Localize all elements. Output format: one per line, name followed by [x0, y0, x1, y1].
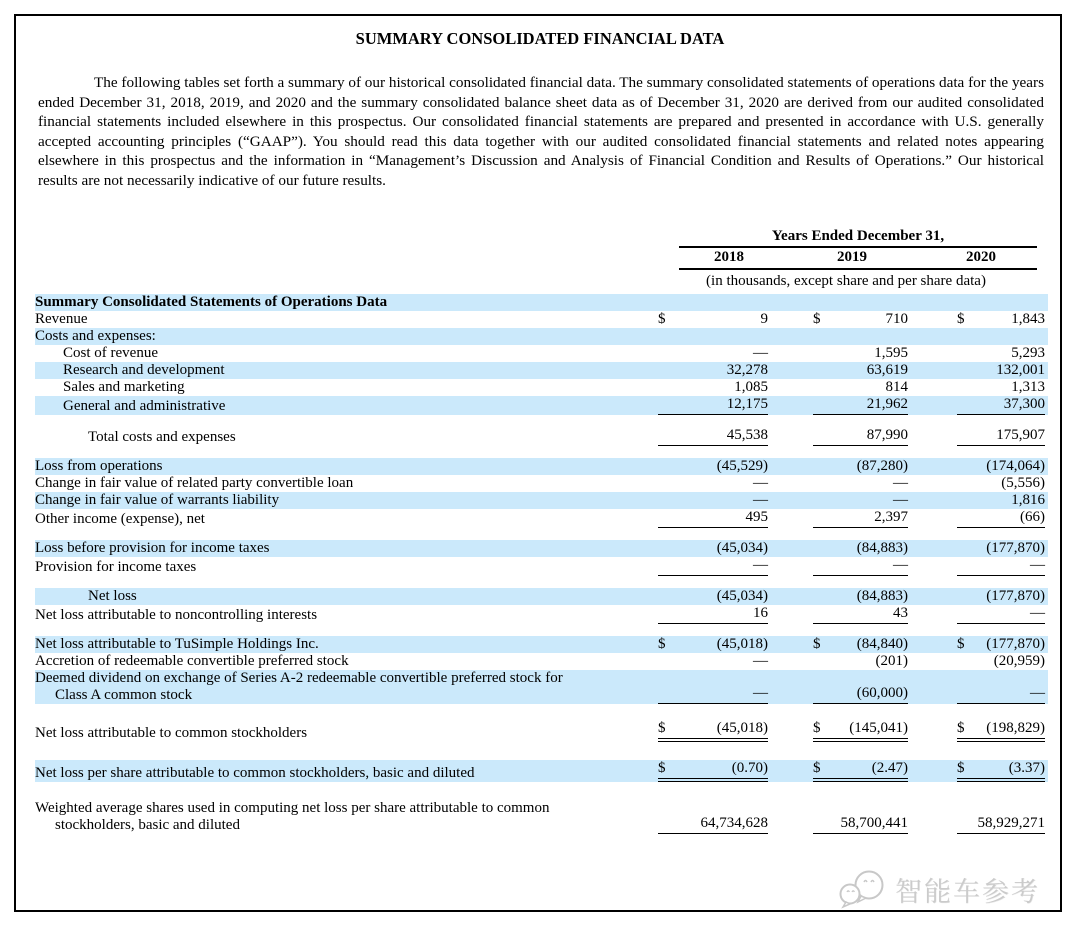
row-label	[35, 475, 658, 492]
value-2020-amount: (3.37)	[1008, 760, 1045, 776]
value-2019	[813, 475, 908, 492]
value-2018-amount: —	[753, 475, 768, 491]
year-2019-label: 2019	[837, 249, 867, 265]
value-2020	[957, 427, 1045, 446]
row-label-line1: Cost of revenue	[63, 345, 158, 361]
row-label-line1: General and administrative	[63, 398, 226, 414]
table-spacer	[35, 624, 1048, 636]
value-2019-amount: 87,990	[866, 427, 908, 443]
dollar-sign: $	[813, 311, 821, 327]
value-2019-amount: (84,883)	[856, 588, 908, 604]
row-label-line1: Change in fair value of related party convertible loan	[35, 475, 354, 491]
value-2019	[813, 653, 908, 670]
table-spacer	[35, 528, 1048, 540]
value-2019	[813, 311, 908, 328]
wechat-bubbles-icon	[837, 868, 889, 910]
dollar-sign: $	[658, 636, 666, 652]
value-2018	[658, 311, 768, 328]
value-2018	[658, 760, 768, 782]
row-label	[35, 540, 658, 557]
value-2019-amount: 63,619	[866, 362, 908, 378]
table-row	[35, 492, 1048, 509]
table-row	[35, 720, 1048, 742]
row-label-line1: Change in fair value of warrants liability	[35, 492, 280, 508]
value-2020-amount: (174,064)	[986, 458, 1045, 474]
year-2020-label: 2020	[966, 249, 996, 265]
value-2020	[957, 458, 1045, 475]
value-2019	[813, 427, 908, 446]
value-2019	[813, 458, 908, 475]
value-2018	[658, 362, 768, 379]
table-row	[35, 379, 1048, 396]
value-2019	[813, 492, 908, 509]
value-2018	[658, 458, 768, 475]
watermark-label: 智能车参考	[895, 876, 1040, 908]
value-2019	[813, 605, 908, 624]
value-2019-amount: 814	[885, 379, 908, 395]
value-2020	[957, 685, 1045, 704]
row-label-line1: Research and development	[63, 362, 225, 378]
value-2020-amount: (66)	[1020, 509, 1045, 525]
value-2018-amount: 495	[745, 509, 768, 525]
table-spacer	[35, 742, 1048, 760]
value-2019-amount: (2.47)	[871, 760, 908, 776]
value-2019	[813, 362, 908, 379]
value-2018-amount: —	[753, 685, 768, 701]
value-2019-amount: 43	[893, 605, 908, 621]
row-label-line1: Revenue	[35, 311, 88, 327]
table-spacer	[35, 446, 1048, 458]
row-label	[35, 311, 658, 328]
value-2018-amount: (45,034)	[716, 588, 768, 604]
value-2020-amount: 37,300	[1003, 396, 1045, 412]
value-2018-amount: —	[753, 653, 768, 669]
page-title: SUMMARY CONSOLIDATED FINANCIAL DATA	[355, 29, 725, 48]
value-2018	[658, 557, 768, 576]
row-label-line2: Class A common stock	[55, 687, 193, 703]
row-label	[35, 800, 658, 834]
value-2019-amount: 710	[885, 311, 908, 327]
table-row	[35, 427, 1048, 446]
value-2020	[957, 636, 1045, 653]
value-2019-amount: —	[893, 557, 908, 573]
intro-paragraph: The following tables set forth a summary of our historical consolidated financial data. The summary consolidated statements of operations data for the years ended December 31, 2018, 2019, and 2020 and the summary consolidated balance sheet data as of December 31, 2020 are derived from our audited consolidated financial statements included elsewhere in this prospectus. Our consolidated financial statements are prepared and presented in accordance with U.S. generally accepted accounting principles (“GAAP”). You should read this data together with our audited consolidated financial statements and related notes appearing elsewhere in this prospectus and the information in “Management’s Discussion and Analysis of Financial Condition and Results of Operations.” Our historical results are not necessarily indicative of our future results.	[38, 74, 1044, 189]
value-2019	[813, 685, 908, 704]
value-2018-amount: 1,085	[734, 379, 768, 395]
row-label	[35, 328, 658, 345]
value-2020	[957, 311, 1045, 328]
value-2019	[813, 588, 908, 605]
value-2019	[813, 540, 908, 557]
row-label-line1: Sales and marketing	[63, 379, 185, 395]
value-2019-amount: 2,397	[874, 509, 908, 525]
row-label	[35, 511, 658, 528]
value-2020	[957, 815, 1045, 834]
row-label	[35, 653, 658, 670]
value-2018-amount: —	[753, 492, 768, 508]
value-2019	[813, 815, 908, 834]
table-row	[35, 670, 1048, 704]
table-spacer	[35, 704, 1048, 720]
value-2020-amount: 175,907	[996, 427, 1045, 443]
value-2019	[813, 720, 908, 742]
value-2018-amount: (45,018)	[716, 720, 768, 736]
value-2018	[658, 345, 768, 362]
value-2018	[658, 685, 768, 704]
financial-table	[35, 227, 1048, 834]
row-label-line1: Deemed dividend on exchange of Series A-2 redeemable convertible preferred stock for	[35, 670, 563, 686]
table-row	[35, 311, 1048, 328]
value-2018	[658, 605, 768, 624]
value-2018	[658, 636, 768, 653]
value-2018-amount: (0.70)	[731, 760, 768, 776]
value-2020	[957, 720, 1045, 742]
value-2018-amount: 64,734,628	[700, 815, 768, 831]
value-2018-amount: 9	[760, 311, 768, 327]
row-label	[35, 294, 658, 311]
value-2020	[957, 557, 1045, 576]
value-2018-amount: —	[753, 557, 768, 573]
value-2019-amount: —	[893, 492, 908, 508]
value-2020-amount: —	[1030, 605, 1045, 621]
value-2020-amount: 1,843	[1011, 311, 1045, 327]
table-row	[35, 396, 1048, 415]
row-label-line1: Total costs and expenses	[88, 429, 236, 445]
value-2019-amount: 58,700,441	[840, 815, 908, 831]
table-row	[35, 557, 1048, 576]
value-2019-amount: (84,840)	[856, 636, 908, 652]
dollar-sign: $	[813, 636, 821, 652]
value-2020	[957, 653, 1045, 670]
row-label	[35, 379, 658, 396]
value-2020	[957, 588, 1045, 605]
value-2018-amount: (45,034)	[716, 540, 768, 556]
value-2020-amount: (177,870)	[986, 636, 1045, 652]
row-label-line1: Costs and expenses:	[35, 328, 156, 344]
table-row	[35, 345, 1048, 362]
value-2020-amount: —	[1030, 557, 1045, 573]
value-2019	[813, 760, 908, 782]
value-2018	[658, 492, 768, 509]
table-row	[35, 605, 1048, 624]
table-row	[35, 294, 1048, 311]
row-label	[35, 725, 658, 742]
value-2019	[813, 379, 908, 396]
value-2019	[813, 345, 908, 362]
value-2019-amount: (84,883)	[856, 540, 908, 556]
value-2018-amount: (45,529)	[716, 458, 768, 474]
value-2020	[957, 509, 1045, 528]
value-2020	[957, 492, 1045, 509]
value-2019-amount: (145,041)	[849, 720, 908, 736]
value-2019-amount: —	[893, 475, 908, 491]
value-2018	[658, 588, 768, 605]
value-2018	[658, 427, 768, 446]
row-label	[35, 362, 658, 379]
value-2018	[658, 509, 768, 528]
dollar-sign: $	[957, 636, 965, 652]
value-2020-amount: 1,816	[1011, 492, 1045, 508]
value-2018	[658, 720, 768, 742]
value-2019	[813, 557, 908, 576]
row-label	[35, 492, 658, 509]
value-2018-amount: —	[753, 345, 768, 361]
dollar-sign: $	[813, 760, 821, 776]
table-spacer	[35, 415, 1048, 427]
value-2019-amount: (201)	[875, 653, 908, 669]
value-2020	[957, 345, 1045, 362]
value-2018	[658, 396, 768, 415]
table-row	[35, 475, 1048, 492]
table-row	[35, 540, 1048, 557]
value-2020	[957, 475, 1045, 492]
value-2020-amount: 58,929,271	[977, 815, 1045, 831]
table-spacer	[35, 782, 1048, 800]
value-2019-amount: 21,962	[866, 396, 908, 412]
row-label-line1: Weighted average shares used in computing net loss per share attributable to common	[35, 800, 550, 816]
table-header	[644, 227, 1048, 291]
table-row	[35, 362, 1048, 379]
value-2020	[957, 760, 1045, 782]
table-row	[35, 636, 1048, 653]
row-label	[35, 607, 658, 624]
value-2018-amount: 45,538	[726, 427, 768, 443]
row-label	[35, 458, 658, 475]
dollar-sign: $	[658, 720, 666, 736]
value-2020	[957, 396, 1045, 415]
row-label-line1: Net loss per share attributable to common stockholders, basic and diluted	[35, 765, 475, 781]
row-label-line1: Net loss attributable to common stockholders	[35, 725, 308, 741]
value-2018-amount: 12,175	[726, 396, 768, 412]
value-2020-amount: (5,556)	[1001, 475, 1045, 491]
watermark	[837, 868, 1040, 910]
row-label-line1: Loss from operations	[35, 458, 163, 474]
value-2018-amount: 16	[753, 605, 768, 621]
value-2018	[658, 540, 768, 557]
row-label-line1: Provision for income taxes	[35, 559, 197, 575]
value-2020	[957, 540, 1045, 557]
value-2018	[658, 653, 768, 670]
year-2018-label: 2018	[714, 249, 744, 265]
value-2020	[957, 605, 1045, 624]
value-2019	[813, 396, 908, 415]
value-2020-amount: 5,293	[1011, 345, 1045, 361]
row-label-line1: Net loss	[88, 588, 137, 604]
dollar-sign: $	[813, 720, 821, 736]
table-spacer	[35, 576, 1048, 588]
value-2020-amount: 1,313	[1011, 379, 1045, 395]
dollar-sign: $	[658, 311, 666, 327]
value-2020-amount: 132,001	[996, 362, 1045, 378]
row-label	[35, 398, 658, 415]
year-columns	[679, 248, 1037, 270]
value-2019-amount: (87,280)	[856, 458, 908, 474]
row-label	[35, 765, 658, 782]
row-label-line1: Net loss attributable to TuSimple Holdings Inc.	[35, 636, 319, 652]
table-row	[35, 653, 1048, 670]
row-label-line1: Summary Consolidated Statements of Operations Data	[35, 294, 388, 310]
value-2020-amount: (20,959)	[993, 653, 1045, 669]
value-2018	[658, 475, 768, 492]
value-2020	[957, 379, 1045, 396]
value-2019-amount: (60,000)	[856, 685, 908, 701]
table-row	[35, 800, 1048, 834]
dollar-sign: $	[957, 720, 965, 736]
dollar-sign: $	[957, 311, 965, 327]
value-2018	[658, 379, 768, 396]
value-2020-amount: (198,829)	[986, 720, 1045, 736]
value-2019	[813, 509, 908, 528]
value-2020	[957, 362, 1045, 379]
table-row	[35, 328, 1048, 345]
value-2019	[813, 636, 908, 653]
dollar-sign: $	[658, 760, 666, 776]
row-label	[35, 429, 658, 446]
row-label	[35, 345, 658, 362]
row-label	[35, 559, 658, 576]
value-2020-amount: (177,870)	[986, 588, 1045, 604]
row-label-line2: stockholders, basic and diluted	[55, 817, 240, 833]
value-2020-amount: —	[1030, 685, 1045, 701]
units-note: (in thousands, except share and per share data)	[706, 273, 986, 289]
table-row	[35, 588, 1048, 605]
table-body	[35, 294, 1048, 834]
row-label-line1: Other income (expense), net	[35, 511, 205, 527]
table-row	[35, 458, 1048, 475]
row-label-line1: Loss before provision for income taxes	[35, 540, 270, 556]
years-ended-label: Years Ended December 31,	[679, 227, 1037, 248]
dollar-sign: $	[957, 760, 965, 776]
value-2019-amount: 1,595	[874, 345, 908, 361]
row-label-line1: Accretion of redeemable convertible preferred stock	[35, 653, 349, 669]
row-label-line1: Net loss attributable to noncontrolling interests	[35, 607, 318, 623]
row-label	[35, 636, 658, 653]
value-2018	[658, 815, 768, 834]
value-2020-amount: (177,870)	[986, 540, 1045, 556]
table-row	[35, 509, 1048, 528]
row-label	[35, 588, 658, 605]
value-2018-amount: 32,278	[726, 362, 768, 378]
value-2018-amount: (45,018)	[716, 636, 768, 652]
table-row	[35, 760, 1048, 782]
row-label	[35, 670, 658, 704]
